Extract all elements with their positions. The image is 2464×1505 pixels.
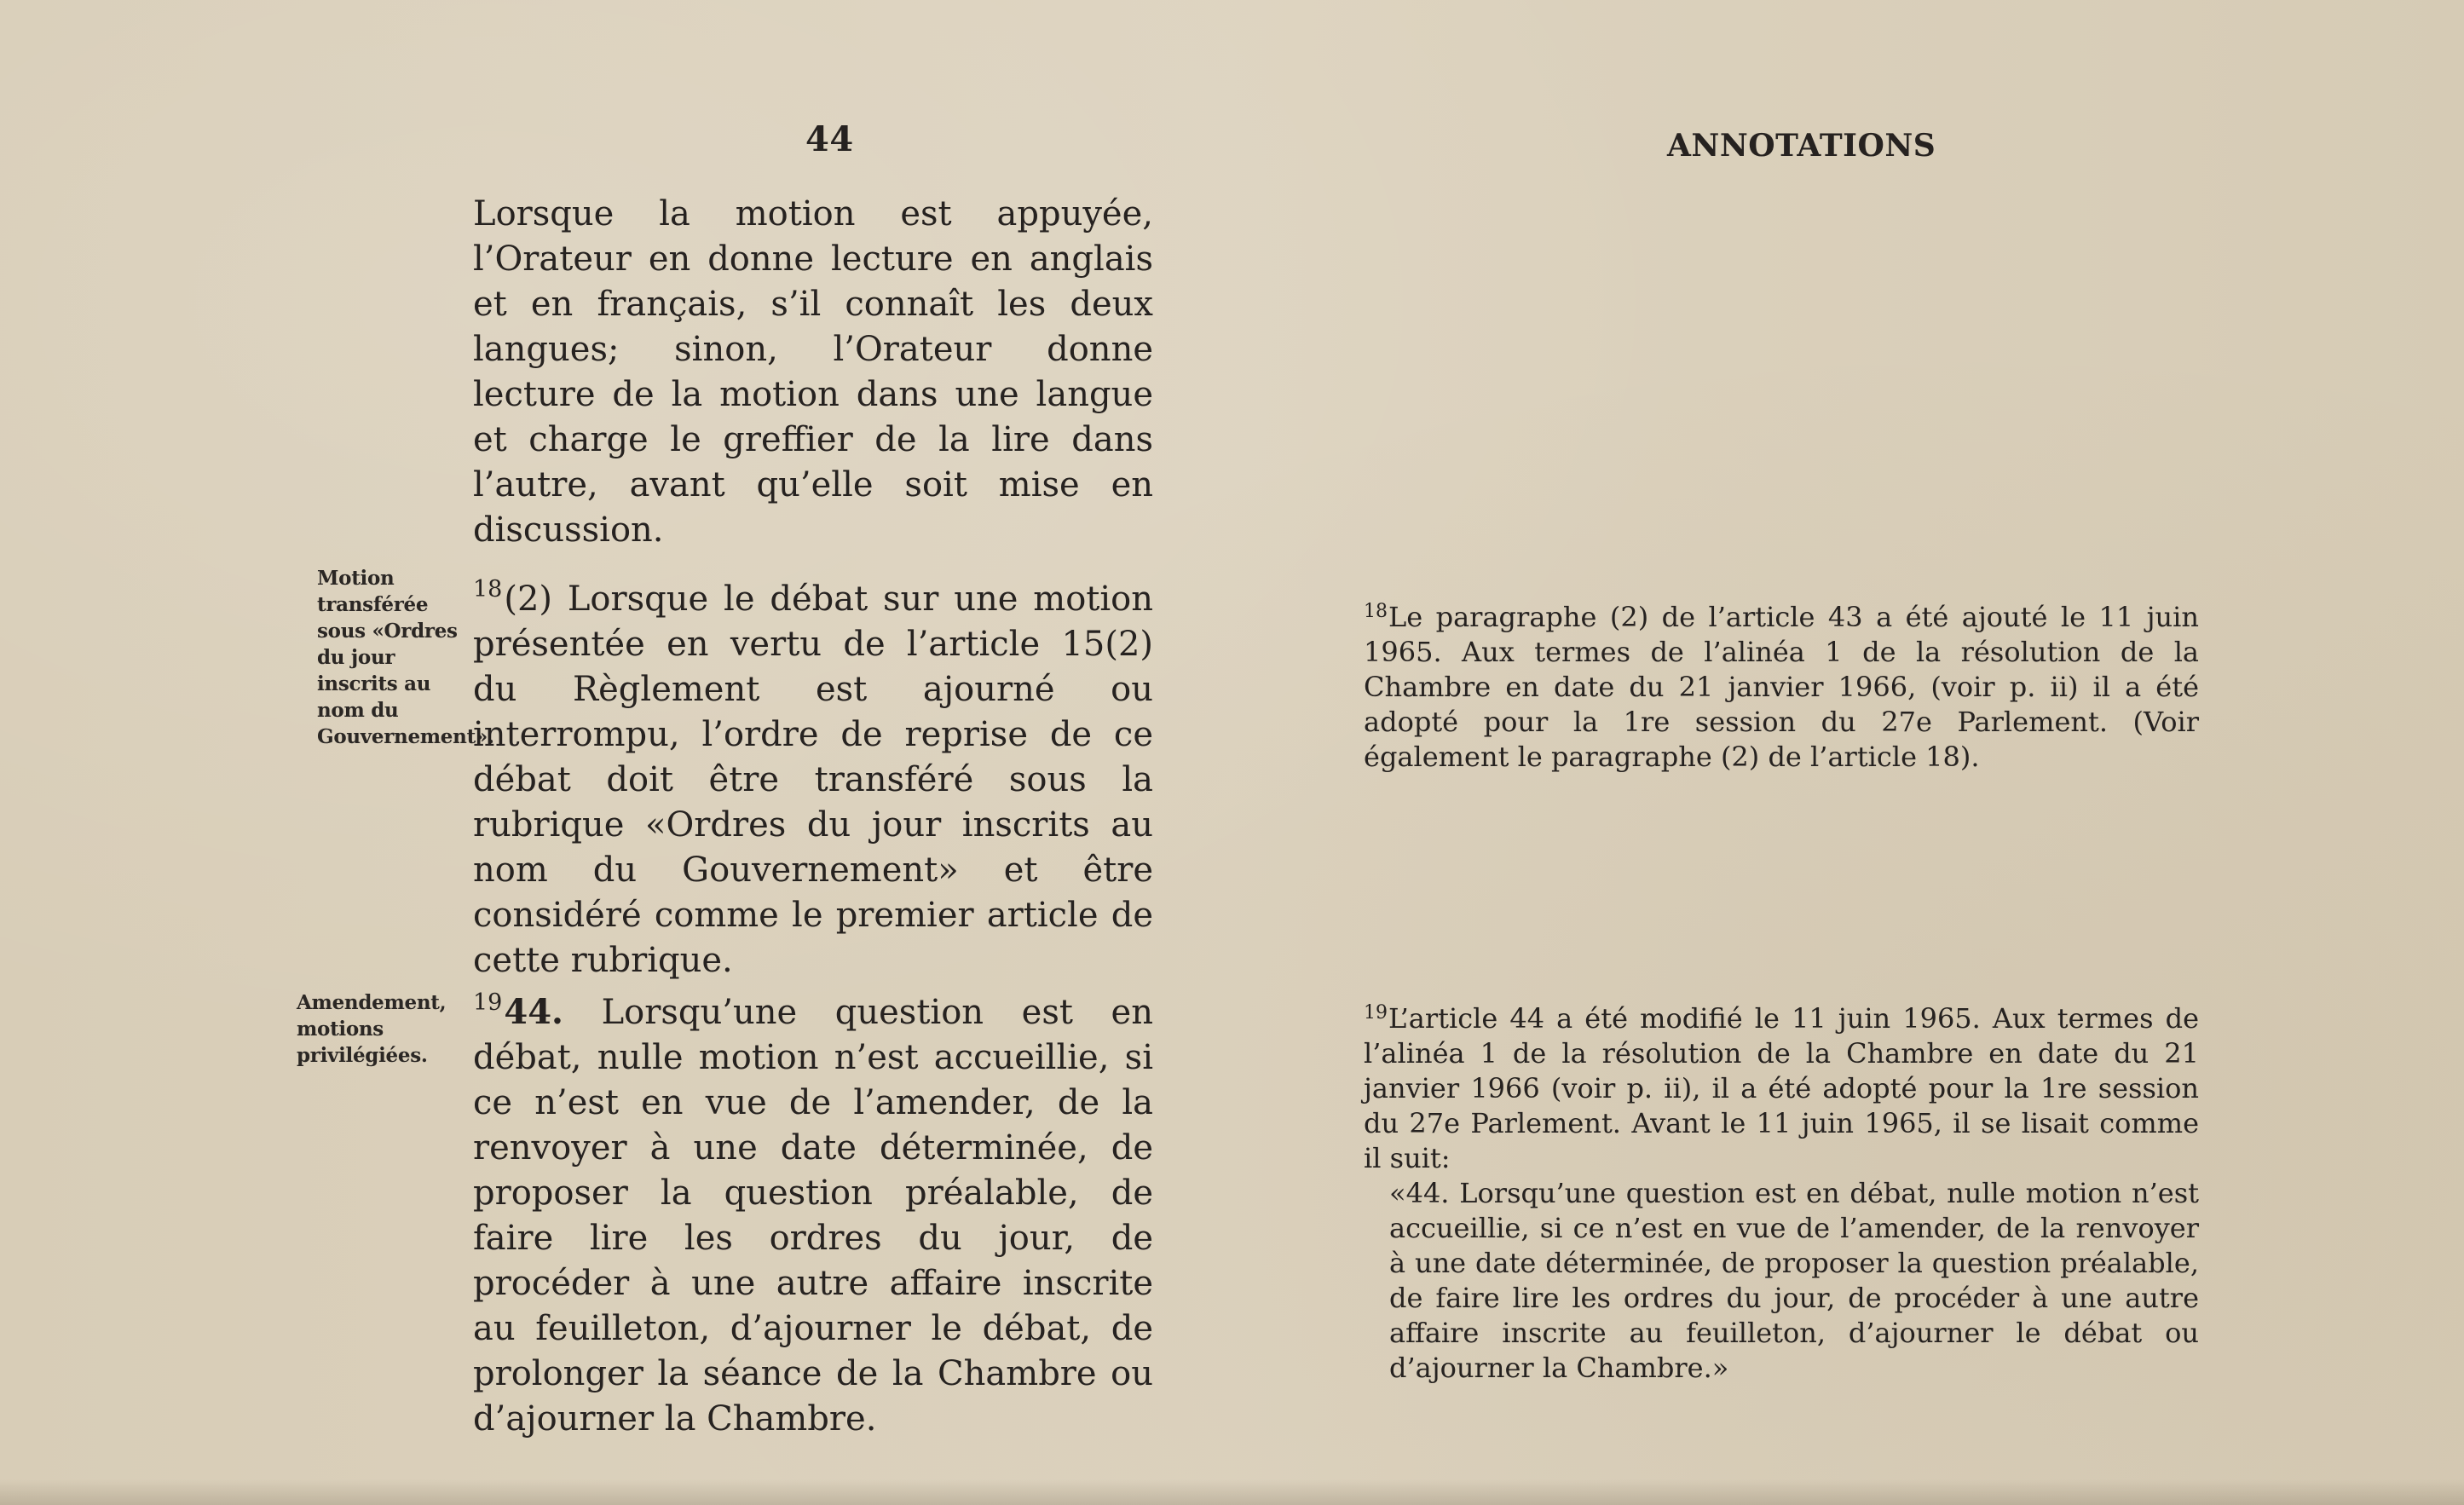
page-number: 44 [805,119,854,159]
paragraph-text: Lorsque la motion est appuyée, l’Orateur en donne lecture en anglais et en français, s’il connaît les deux langues; sinon, l’Orateur donne lecture de la motion dans une langue et charge le greffier de la lire dans l’autre, avant qu’elle soit mise en discussion. [473,194,1153,550]
paragraph-body [473,567,1153,983]
annotation-body [1364,995,2199,1176]
quoted-former-article: «44. Lorsqu’une question est en débat, nulle motion n’est accueillie, si ce n’est en vue de l’amender, de la renvoyer à une date déterminée, de proposer la question préalable, de faire lire les ordres du jour, de procéder à une autre affaire inscrite au feuilleton, d’ajourner le débat ou d’ajourner la Chambre.» [1389,1177,2199,1384]
page-edge-shadow [0,1479,2464,1505]
article-number: 44. [504,992,563,1032]
annotation-marker-19: 19 [1364,1002,1388,1024]
footnote-marker-19: 19 [473,989,503,1016]
annotation-text: L’article 44 a été modifié le 11 juin 1965. Aux termes de l’alinéa 1 de la résolution de la Chambre en date du 21 janvier 1966 (voir p. ii), il a été adopté pour la 1re session du 27e Parlement. Avant le 11 juin 1965, il se lisait comme il suit: [1364,1002,2199,1174]
margin-note-motion-transferee: Motion transférée sous «Ordres du jour inscrits au nom du Gouvernement». [317,567,494,748]
annotation-marker-18: 18 [1364,601,1388,622]
running-title: ANNOTATIONS [1667,128,1936,164]
margin-note-amendement: Amendement, motions privilégiées. [297,991,447,1067]
rule-article-44 [473,980,1153,1442]
annotation-19 [1364,995,2199,1386]
annotation-18 [1364,594,2199,775]
annotation-text: Le paragraphe (2) de l’article 43 a été ajouté le 11 juin 1965. Aux termes de l’alinéa 1 de la résolution de la Chambre en date du 21 janvier 1966, (voir p. ii) il a été adopté pour la 1re session du 27e Parlement. (Voir également le paragraphe (2) de l’article 18). [1364,601,2199,773]
footnote-marker-18: 18 [473,576,503,603]
paragraph-text: Lorsqu’une question est en débat, nulle motion n’est accueillie, si ce n’est en vue de l’amender, de la renvoyer à une date déterminée, de proposer la question préalable, de faire lire les ordres du jour, de procéder à une autre affaire inscrite au feuilleton, d’ajourner le débat, de prolonger la séance de la Chambre ou d’ajourner la Chambre. [473,993,1153,1439]
paragraph-body [473,980,1153,1442]
rule-paragraph-continuation [473,192,1153,553]
paragraph-text: (2) Lorsque le débat sur une motion présentée en vertu de l’article 15(2) du Règlement est ajourné ou interrompu, l’ordre de reprise de ce débat doit être transféré sous la rubrique «Ordres du jour inscrits au nom du Gouvernement» et être considéré comme le premier article de cette rubrique. [473,580,1153,980]
annotation-body [1364,594,2199,775]
rule-paragraph-18-2 [473,567,1153,983]
